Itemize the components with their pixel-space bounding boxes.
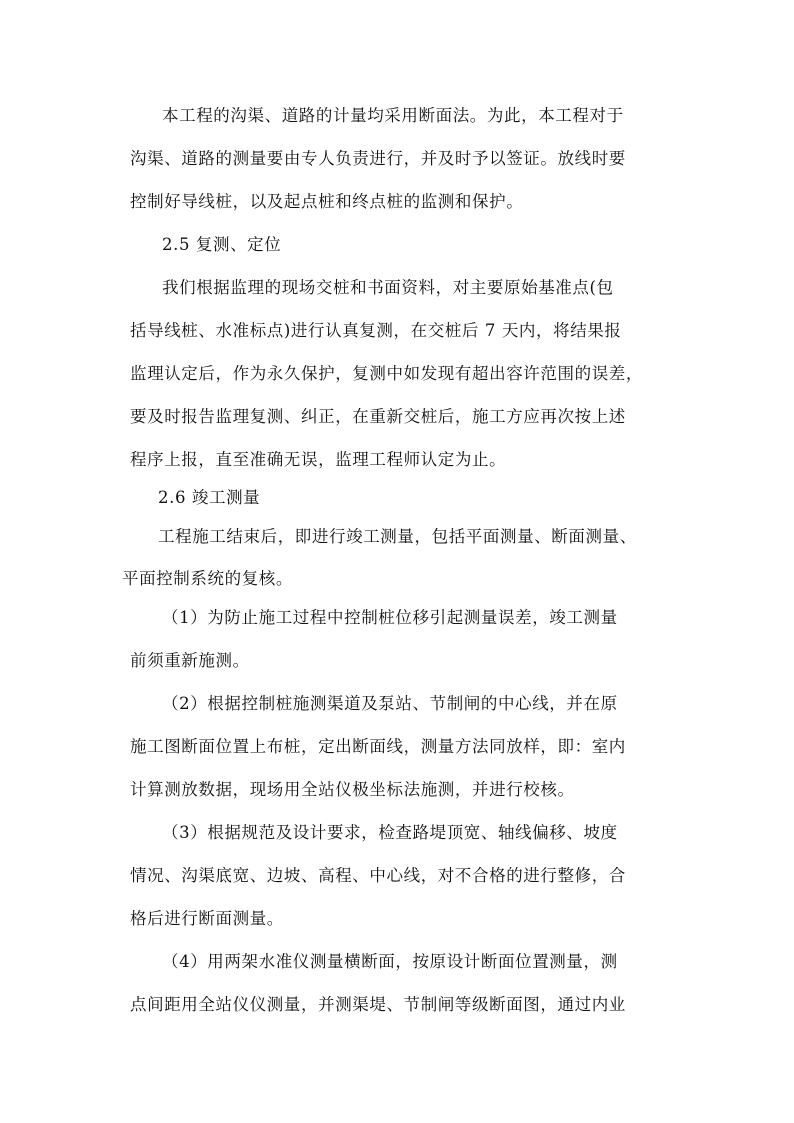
list-item-line: 情况、沟渠底宽、边坡、高程、中心线，对不合格的进行整修，合 <box>130 866 626 885</box>
paragraph-line: 我们根据监理的现场交桩和书面资料，对主要原始基准点(包 <box>162 278 614 297</box>
paragraph-line: 平面控制系统的复核。 <box>122 569 293 588</box>
paragraph-line: 控制好导线桩，以及起点桩和终点桩的监测和保护。 <box>130 192 524 211</box>
paragraph-line: 括导线桩、水准标点)进行认真复测，在交桩后 7 天内，将结果报 <box>130 321 622 340</box>
paragraph-line: 程序上报，直至准确无误，监理工程师认定为止。 <box>130 450 507 469</box>
paragraph-line: 监理认定后，作为永久保护，复测中如发现有超出容许范围的误差， <box>130 364 643 383</box>
list-item-line: 点间距用全站仪仪测量，并测渠堤、节制闸等级断面图，通过内业 <box>130 995 626 1014</box>
list-item-line: （3）根据规范及设计要求，检查路堤顶宽、轴线偏移、坡度 <box>162 823 618 842</box>
paragraph-line: 沟渠、道路的测量要由专人负责进行，并及时予以签证。放线时要 <box>130 149 626 168</box>
list-item-line: 格后进行断面测量。 <box>130 909 284 928</box>
list-item-line: 计算测放数据，现场用全站仪极坐标法施测，并进行校核。 <box>130 780 575 799</box>
list-item-line: 施工图断面位置上布桩，定出断面线，测量方法同放样，即：室内 <box>130 737 626 756</box>
list-item-line: （1）为防止施工过程中控制桩位移引起测量误差，竣工测量 <box>162 608 618 627</box>
list-item-line: （4）用两架水准仪测量横断面，按原设计断面位置测量，测 <box>162 952 618 971</box>
paragraph-line: 要及时报告监理复测、纠正，在重新交桩后，施工方应再次按上述 <box>130 407 626 426</box>
paragraph-line: 本工程的沟渠、道路的计量均采用断面法。为此，本工程对于 <box>162 106 624 125</box>
section-heading: 2.6 竣工测量 <box>158 488 261 507</box>
section-heading: 2.5 复测、定位 <box>162 235 282 254</box>
paragraph-line: 工程施工结束后，即进行竣工测量，包括平面测量、断面测量、 <box>158 527 637 546</box>
list-item-line: 前须重新施测。 <box>130 651 250 670</box>
list-item-line: （2）根据控制桩施测渠道及泵站、节制闸的中心线，并在原 <box>162 694 618 713</box>
